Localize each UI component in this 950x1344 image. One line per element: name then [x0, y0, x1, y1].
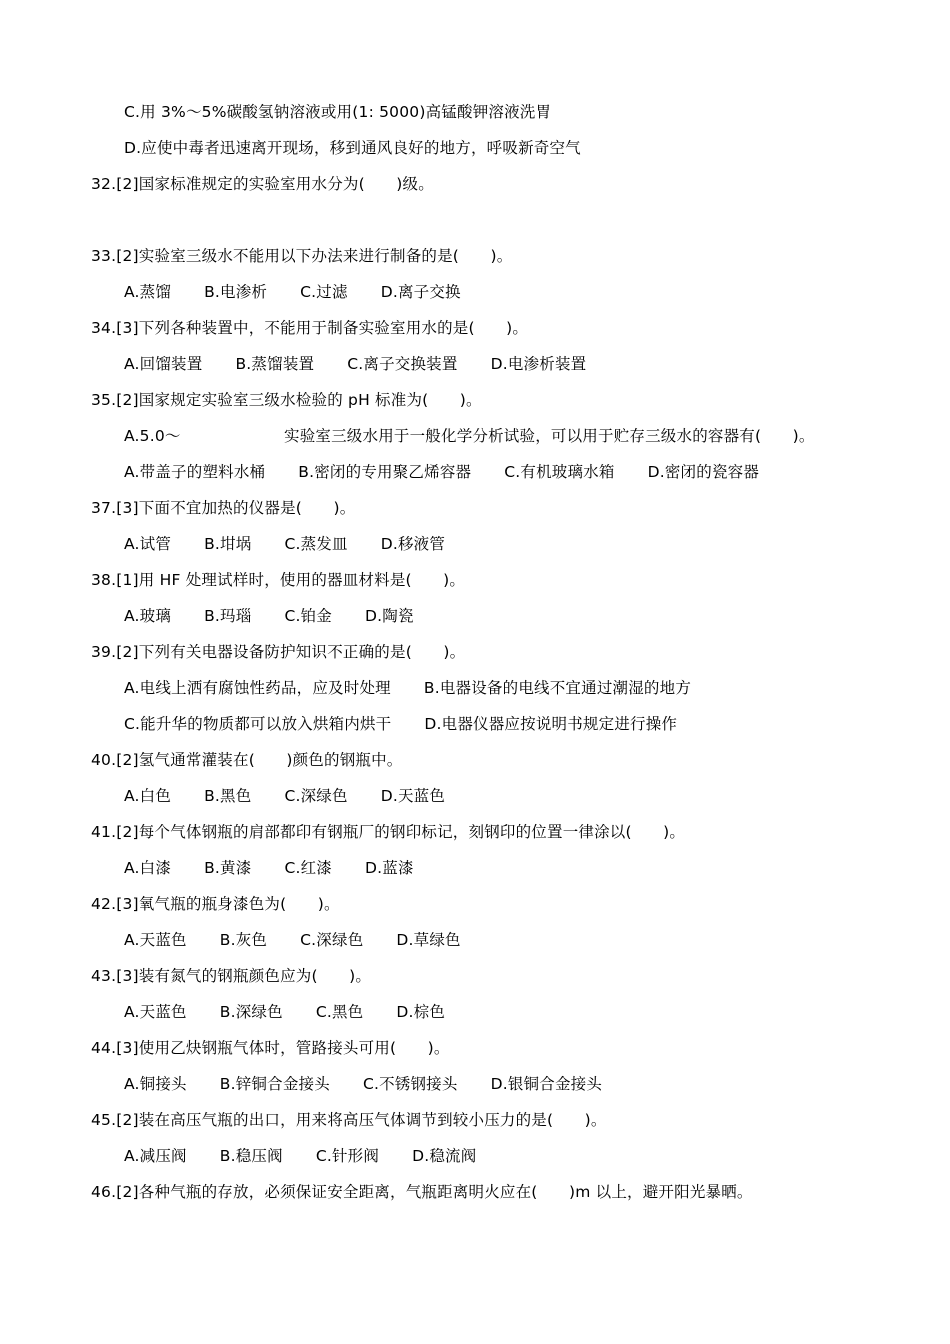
option-d: D.电渗析装置: [490, 355, 587, 373]
question-44: 44.[3]使用乙炔钢瓶气体时，管路接头可用( )。: [91, 1039, 450, 1057]
option-b: B.黄漆: [204, 859, 252, 877]
option-b: B.锌铜合金接头: [219, 1075, 330, 1093]
option-d: D.陶瓷: [365, 607, 414, 625]
option-d: D.密闭的瓷容器: [647, 463, 760, 481]
option-c: C.用 3%～5%碳酸氢钠溶液或用(1: 5000)高锰酸钾溶液洗胃: [124, 103, 552, 121]
options-40: [124, 786, 445, 806]
options-43: [124, 1002, 445, 1022]
option-c: C.黑色: [315, 1003, 364, 1021]
option-d: D.离子交换: [380, 283, 461, 301]
option-line: [124, 102, 551, 122]
options-45: [124, 1146, 476, 1166]
options-34: [124, 354, 586, 374]
option-b: B.深绿色: [219, 1003, 283, 1021]
option-b: B.电渗析: [204, 283, 268, 301]
option-c: C.有机玻璃水箱: [504, 463, 615, 481]
option-a: A.铜接头: [124, 1075, 187, 1093]
question-40: 40.[2]氢气通常灌装在( )颜色的钢瓶中。: [91, 751, 403, 769]
question-42: 42.[3]氧气瓶的瓶身漆色为( )。: [91, 895, 340, 913]
question-39: 39.[2]下列有关电器设备防护知识不正确的是( )。: [91, 643, 466, 661]
question-34: 34.[3]下列各种装置中，不能用于制备实验室用水的是( )。: [91, 319, 529, 337]
options-39-row2: [124, 714, 677, 734]
option-a: A.天蓝色: [124, 931, 187, 949]
option-d: D.银铜合金接头: [490, 1075, 603, 1093]
options-36: [124, 462, 759, 482]
option-b: B.灰色: [219, 931, 268, 949]
option-a: A.回馏装置: [124, 355, 203, 373]
option-d: D.棕色: [396, 1003, 446, 1021]
option-c: C.铂金: [284, 607, 332, 625]
option-c: C.深绿色: [300, 931, 364, 949]
option-d: D.移液管: [380, 535, 446, 553]
option-c: C.深绿色: [284, 787, 348, 805]
option-b: B.黑色: [204, 787, 252, 805]
option-a: A.白色: [124, 787, 172, 805]
option-c: C.针形阀: [315, 1147, 380, 1165]
option-a: A.电线上洒有腐蚀性药品，应及时处理: [124, 679, 391, 697]
option-c: C.能升华的物质都可以放入烘箱内烘干: [124, 715, 392, 733]
option-line: [124, 138, 581, 158]
options-37: [124, 534, 445, 554]
option-d: D.电器仪器应按说明书规定进行操作: [424, 715, 678, 733]
question-38: 38.[1]用 HF 处理试样时，使用的器皿材料是( )。: [91, 571, 466, 589]
options-38: [124, 606, 414, 626]
option-d: D.天蓝色: [380, 787, 446, 805]
option-c: C.红漆: [284, 859, 332, 877]
option-a: A.玻璃: [124, 607, 172, 625]
question-36: 实验室三级水用于一般化学分析试验，可以用于贮存三级水的容器有( )。: [284, 427, 815, 445]
options-44: [124, 1074, 602, 1094]
option-d: D.应使中毒者迅速离开现场，移到通风良好的地方，呼吸新奇空气: [124, 139, 581, 157]
question-41: 41.[2]每个气体钢瓶的肩部都印有钢瓶厂的钢印标记，刻钢印的位置一律涂以( )。: [91, 823, 686, 841]
question-46: 46.[2]各种气瓶的存放，必须保证安全距离，气瓶距离明火应在( )m 以上，避开阳光暴晒。: [91, 1183, 753, 1201]
option-b: B.电器设备的电线不宜通过潮湿的地方: [423, 679, 692, 697]
option-a: A.带盖子的塑料水桶: [124, 463, 266, 481]
option-a: A.试管: [124, 535, 172, 553]
question-45: 45.[2]装在高压气瓶的出口，用来将高压气体调节到较小压力的是( )。: [91, 1111, 607, 1129]
option-a: A.5.0～: [124, 427, 181, 445]
option-b: B.密闭的专用聚乙烯容器: [298, 463, 472, 481]
question-37: 37.[3]下面不宜加热的仪器是( )。: [91, 499, 356, 517]
option-c: C.过滤: [300, 283, 348, 301]
option-a: A.蒸馏: [124, 283, 172, 301]
question-43: 43.[3]装有氮气的钢瓶颜色应为( )。: [91, 967, 372, 985]
option-c: C.不锈钢接头: [362, 1075, 458, 1093]
option-b: B.蒸馏装置: [235, 355, 315, 373]
options-42: [124, 930, 461, 950]
option-d: D.稳流阀: [412, 1147, 477, 1165]
options-41: [124, 858, 414, 878]
option-d: D.蓝漆: [365, 859, 414, 877]
question-32: 32.[2]国家标准规定的实验室用水分为( )级。: [91, 175, 434, 193]
option-a: A.天蓝色: [124, 1003, 187, 1021]
options-39-row1: [124, 678, 691, 698]
option-c: C.离子交换装置: [347, 355, 458, 373]
question-35: 35.[2]国家规定实验室三级水检验的 pH 标准为( )。: [91, 391, 482, 409]
option-d: D.草绿色: [396, 931, 461, 949]
question-33: 33.[2]实验室三级水不能用以下办法来进行制备的是( )。: [91, 247, 513, 265]
option-c: C.蒸发皿: [284, 535, 348, 553]
option-b: B.玛瑙: [204, 607, 252, 625]
option-b: B.稳压阀: [219, 1147, 283, 1165]
option-b: B.坩埚: [204, 535, 252, 553]
option-a: A.白漆: [124, 859, 172, 877]
options-33: [124, 282, 461, 302]
option-a: A.减压阀: [124, 1147, 187, 1165]
